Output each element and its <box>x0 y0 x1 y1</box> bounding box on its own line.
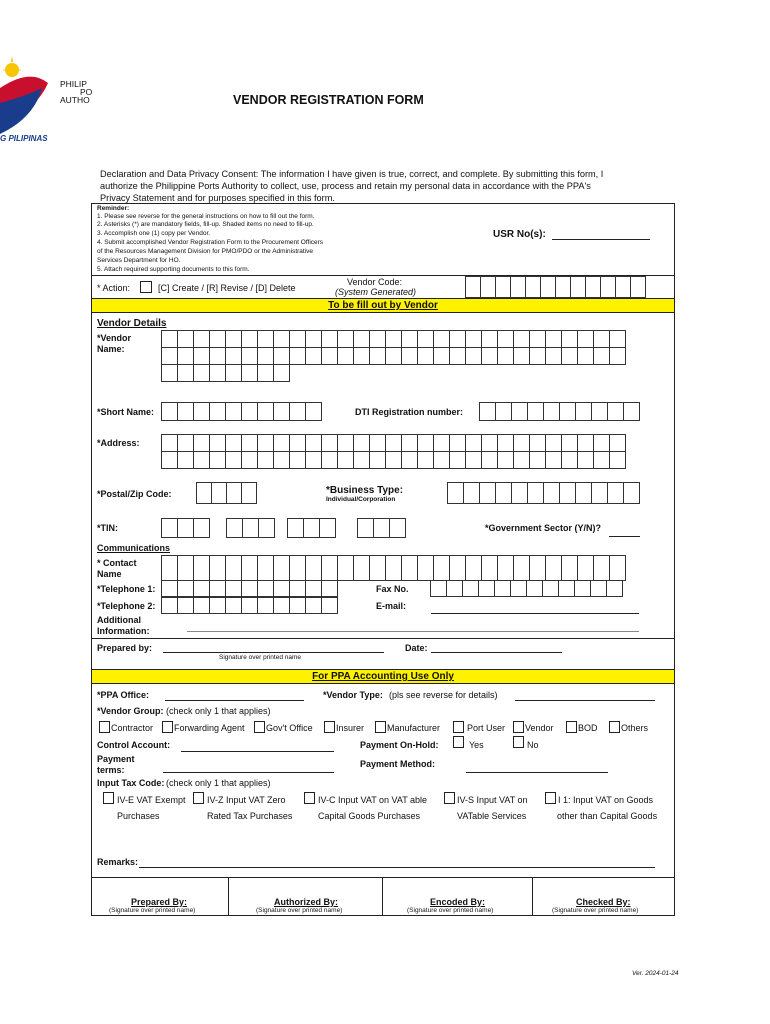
dti-cells[interactable] <box>480 402 640 421</box>
section-vendor-banner: To be fill out by Vendor <box>91 298 675 313</box>
logo-org-line1: PHILIP <box>60 79 87 89</box>
group-label-vendor: Vendor <box>525 723 554 733</box>
control-account-label: Control Account: <box>97 740 171 750</box>
tax-ivs-line1: IV-S Input VAT on <box>457 795 528 805</box>
vendor-name-row-3[interactable] <box>162 364 290 382</box>
group-label-contractor: Contractor <box>111 723 154 733</box>
reminder-line-1: 1. Please see reverse for the general instructions on how to fill out the form. <box>97 213 315 220</box>
tax-ive-line1: IV-E VAT Exempt <box>117 795 186 805</box>
business-type-label: *Business Type: <box>326 485 404 496</box>
vendor-code-label: Vendor Code: <box>347 277 403 287</box>
group-checkbox-bod[interactable] <box>566 721 577 733</box>
usr-field[interactable] <box>552 239 650 240</box>
address-row-2[interactable] <box>162 451 626 469</box>
vendor-name-label-1: *Vendor <box>97 333 132 343</box>
payment-hold-no-checkbox[interactable] <box>513 736 524 748</box>
group-checkbox-insurer[interactable] <box>324 721 335 733</box>
ppa-logo <box>0 48 60 138</box>
reminder-line-3: 3. Accomplish one (1) copy per Vendor. <box>97 230 211 237</box>
contact-label-2: Name <box>97 569 122 579</box>
vendor-name-row-1[interactable] <box>162 330 626 348</box>
reminder-line-2: 2. Asterisks (*) are mandatory fields, fill-up. Shaded items no need to fill-up. <box>97 221 314 228</box>
ppa-office-field[interactable] <box>165 700 304 701</box>
postal-label: *Postal/Zip Code: <box>97 489 172 499</box>
group-label-bod: BOD <box>578 723 598 733</box>
reminder-line-6: Services Department for HO. <box>97 257 181 264</box>
remarks-label: Remarks: <box>97 857 139 867</box>
payment-terms-label-2: terms: <box>97 765 125 775</box>
signature-divider-2 <box>382 878 383 916</box>
address-label: *Address: <box>97 438 140 448</box>
business-type-note: Individual/Corporation <box>326 496 396 503</box>
group-label-others: Others <box>621 723 649 733</box>
signature-checked-note: (Signature over printed name) <box>552 907 639 914</box>
payment-hold-no-label: No <box>527 740 539 750</box>
consent-line-1: Declaration and Data Privacy Consent: The information I have given is true, correct, and complete. By submitting this form, I <box>100 169 604 179</box>
email-label: E-mail: <box>376 601 407 611</box>
additional-info-field[interactable] <box>187 631 639 632</box>
payment-on-hold-label: Payment On-Hold: <box>360 740 439 750</box>
tax-checkbox-ivs[interactable] <box>444 792 455 804</box>
payment-method-field[interactable] <box>466 772 608 773</box>
tax-checkbox-i1[interactable] <box>545 792 556 804</box>
payment-terms-label-1: Payment <box>97 754 135 764</box>
tax-checkbox-ivc[interactable] <box>304 792 315 804</box>
tax-ivc-line2: Capital Goods Purchases <box>318 811 421 821</box>
business-type-cells[interactable] <box>448 482 640 504</box>
address-row-1[interactable] <box>162 434 626 452</box>
telephone2-cells[interactable] <box>162 597 338 614</box>
input-tax-note: (check only 1 that applies) <box>166 778 271 788</box>
fax-cells[interactable] <box>431 580 623 597</box>
tax-ivc-line1: IV-C Input VAT on VAT able <box>318 795 428 805</box>
vendor-name-label-2: Name: <box>97 344 125 354</box>
vendor-type-label: *Vendor Type: <box>323 690 383 700</box>
fax-label: Fax No. <box>376 584 409 594</box>
group-label-port-user: Port User <box>467 723 506 733</box>
additional-label-2: Information: <box>97 626 150 636</box>
telephone1-label: *Telephone 1: <box>97 584 156 594</box>
email-field[interactable] <box>431 613 639 614</box>
tax-checkbox-ive[interactable] <box>103 792 114 804</box>
signature-authorized-title: Authorized By: <box>274 897 338 907</box>
consent-line-2: authorize the Philippine Ports Authority to collect, use, process and retain my personal data in accordance with the PPA's <box>100 181 591 191</box>
remarks-field[interactable] <box>139 867 655 868</box>
vendor-group-label: *Vendor Group: <box>97 706 164 716</box>
prepared-by-label: Prepared by: <box>97 643 153 653</box>
group-checkbox-govt-office[interactable] <box>254 721 265 733</box>
gov-sector-label: *Government Sector (Y/N)? <box>485 523 602 533</box>
tax-checkbox-ivz[interactable] <box>193 792 204 804</box>
action-checkbox[interactable] <box>140 281 152 293</box>
vendor-group-note: (check only 1 that applies) <box>166 706 271 716</box>
group-checkbox-contractor[interactable] <box>99 721 110 733</box>
tax-ivz-line1: IV-Z Input VAT Zero <box>207 795 286 805</box>
tax-i1-line1: I 1: Input VAT on Goods <box>558 795 654 805</box>
vendor-name-row-2[interactable] <box>162 347 626 365</box>
signature-encoded-note: (Signature over printed name) <box>407 907 494 914</box>
tin-cells-4[interactable] <box>358 518 406 538</box>
signature-table-top <box>91 877 675 878</box>
form-title: VENDOR REGISTRATION FORM <box>233 93 424 107</box>
group-label-govt-office: Gov't Office <box>266 723 313 733</box>
group-checkbox-port-user[interactable] <box>453 721 464 733</box>
group-checkbox-forwarding-agent[interactable] <box>162 721 173 733</box>
tin-cells-1[interactable] <box>162 518 210 538</box>
action-label: * Action: <box>97 283 131 293</box>
logo-org-line2: PO <box>80 87 93 97</box>
tin-label: *TIN: <box>97 523 118 533</box>
payment-hold-yes-label: Yes <box>469 740 484 750</box>
payment-method-label: Payment Method: <box>360 759 436 769</box>
short-name-label: *Short Name: <box>97 407 155 417</box>
payment-hold-yes-checkbox[interactable] <box>453 736 464 748</box>
consent-line-3: Privacy Statement and for purposes specified in this form. <box>100 193 335 203</box>
tax-ivs-line2: VATable Services <box>457 811 527 821</box>
tin-cells-3[interactable] <box>288 518 336 538</box>
gov-sector-field[interactable] <box>609 536 640 537</box>
input-tax-label: Input Tax Code: <box>97 778 165 788</box>
signature-encoded-title: Encoded By: <box>430 897 486 907</box>
tax-i1-line2: other than Capital Goods <box>557 811 658 821</box>
contact-label-1: * Contact <box>97 558 137 568</box>
reminder-line-4: 4. Submit accomplished Vendor Registration Form to the Procurement Officers <box>97 239 324 246</box>
section-ppa-banner: For PPA Accounting Use Only <box>91 669 675 684</box>
prepared-signature-note: Signature over printed name <box>219 654 302 661</box>
prepared-divider <box>91 638 675 639</box>
vendor-details-heading: Vendor Details <box>97 318 167 329</box>
payment-terms-field[interactable] <box>163 772 334 773</box>
logo-org-line3: AUTHO <box>60 95 90 105</box>
group-label-forwarding-agent: Forwarding Agent <box>174 723 245 733</box>
postal-cells[interactable] <box>197 482 257 504</box>
dti-label: DTI Registration number: <box>355 407 464 417</box>
ppa-office-label: *PPA Office: <box>97 690 150 700</box>
telephone2-label: *Telephone 2: <box>97 601 156 611</box>
prepared-by-field[interactable] <box>163 652 384 653</box>
group-checkbox-manufacturer[interactable] <box>375 721 386 733</box>
additional-label-1: Additional <box>97 615 141 625</box>
control-account-field[interactable] <box>181 751 334 752</box>
signature-divider-1 <box>228 878 229 916</box>
tax-ive-line2: Purchases <box>117 811 160 821</box>
ppa-logo-emblem <box>0 48 60 138</box>
reminder-title: Reminder: <box>97 205 130 212</box>
logo-tagline: G PILIPINAS <box>0 134 48 143</box>
contact-name-cells[interactable] <box>162 555 626 581</box>
signature-prepared-title: Prepared By: <box>131 897 188 907</box>
signature-prepared-note: (Signature over printed name) <box>109 907 196 914</box>
telephone1-cells[interactable] <box>162 580 338 597</box>
group-checkbox-vendor[interactable] <box>513 721 524 733</box>
vendor-type-note: (pls see reverse for details) <box>389 690 498 700</box>
group-label-insurer: Insurer <box>336 723 365 733</box>
reminder-line-7: 5. Attach required supporting documents to this form. <box>97 266 250 273</box>
signature-checked-title: Checked By: <box>576 897 631 907</box>
action-options: [C] Create / [R] Revise / [D] Delete <box>158 283 296 293</box>
tin-cells-2[interactable] <box>227 518 275 538</box>
tax-ivz-line2: Rated Tax Purchases <box>207 811 293 821</box>
date-field[interactable] <box>431 652 562 653</box>
group-label-manufacturer: Manufacturer <box>387 723 441 733</box>
date-label: Date: <box>405 643 428 653</box>
signature-divider-3 <box>532 878 533 916</box>
group-checkbox-others[interactable] <box>609 721 620 733</box>
signature-authorized-note: (Signature over printed name) <box>256 907 343 914</box>
vendor-code-cells <box>466 276 646 298</box>
usr-label: USR No(s): <box>493 229 546 240</box>
reminder-line-5: of the Resources Management Division for PMO/PDO or the Administrative <box>97 248 314 255</box>
vendor-type-field[interactable] <box>515 700 655 701</box>
version-label: Ver. 2024-01-24 <box>632 970 679 977</box>
short-name-cells[interactable] <box>162 402 322 421</box>
communications-heading: Communications <box>97 543 171 553</box>
vendor-code-note: (System Generated) <box>335 287 417 297</box>
